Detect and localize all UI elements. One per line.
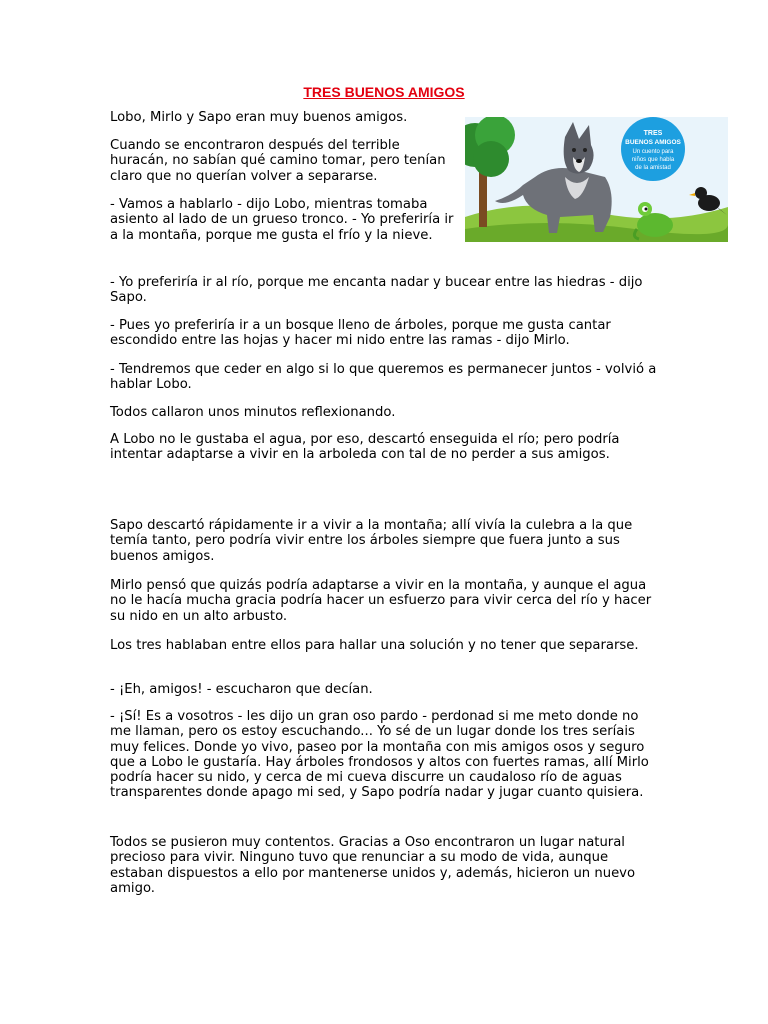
paragraph: Todos se pusieron muy contentos. Gracias a Oso encontraron un lugar natural precioso para vivir. Ninguno tuvo que renunciar a su modo de vida, aunque estaban dispuestos a ello por mantenerse unidos y, además, hicieron un nuevo amigo. [110,835,636,896]
svg-text:niños que habla: niños que habla [631,157,675,163]
paragraph: Mirlo pensó que quizás podría adaptarse a vivir en la montaña, y aunque el agua no le hacía mucha gracia podría hacer un esfuerzo para vivir cerca del río y hacer su nido en un alto arbusto. [110,578,652,624]
paragraph: - ¡Sí! Es a vosotros - les dijo un gran oso pardo - perdonad si me meto donde no me llaman, pero os estoy escuchando... Yo sé de un lugar donde los tres seríais muy felices. Donde yo vivo, paseo por la montaña con mis amigos osos y seguro que a Lobo le gustaría. Hay árboles frondosos y altos con fuertes ramas, allí Mirlo podría hacer su nido, y cerca de mi cueva discurre un caudaloso río de aguas transparentes donde apago mi sed, y Sapo podría nadar y jugar cuanto quisiera. [110,709,649,801]
story-illustration [465,117,728,242]
svg-text:de la amistad: de la amistad [635,165,671,171]
badge-icon [621,117,685,181]
paragraph: - ¡Eh, amigos! - escucharon que decían. [110,682,373,697]
paragraph: Los tres hablaban entre ellos para hallar una solución y no tener que separarse. [110,638,639,653]
paragraph: Lobo, Mirlo y Sapo eran muy buenos amigos. [110,110,408,125]
paragraph: - Yo preferiría ir al río, porque me encanta nadar y bucear entre las hiedras - dijo Sapo. [110,275,643,306]
svg-text:BUENOS AMIGOS: BUENOS AMIGOS [625,139,681,146]
paragraph: Todos callaron unos minutos reflexionando. [110,405,396,420]
paragraph: - Vamos a hablarlo - dijo Lobo, mientras tomaba asiento al lado de un grueso tronco. - Yo preferiría ir a la montaña, porque me gusta el frío y la nieve. [110,197,454,243]
story-title: TRES BUENOS AMIGOS [303,84,465,100]
paragraph: Sapo descartó rápidamente ir a vivir a la montaña; allí vivía la culebra a la que temía tanto, pero podría vivir entre los árboles siempre que fuera junto a sus buenos amigos. [110,518,633,564]
paragraph: - Tendremos que ceder en algo si lo que queremos es permanecer juntos - volvió a hablar Lobo. [110,362,657,393]
paragraph: A Lobo no le gustaba el agua, por eso, descartó enseguida el río; pero podría intentar adaptarse a vivir en la arboleda con tal de no perder a sus amigos. [110,432,620,463]
paragraph: Cuando se encontraron después del terrible huracán, no sabían qué camino tomar, pero tenían claro que no querían volver a separarse. [110,138,446,184]
paragraph: - Pues yo preferiría ir a un bosque lleno de árboles, porque me gusta cantar escondido entre las hojas y hacer mi nido entre las ramas - dijo Mirlo. [110,318,611,349]
svg-text:Un cuento para: Un cuento para [632,149,674,155]
svg-text:TRES: TRES [643,130,663,137]
